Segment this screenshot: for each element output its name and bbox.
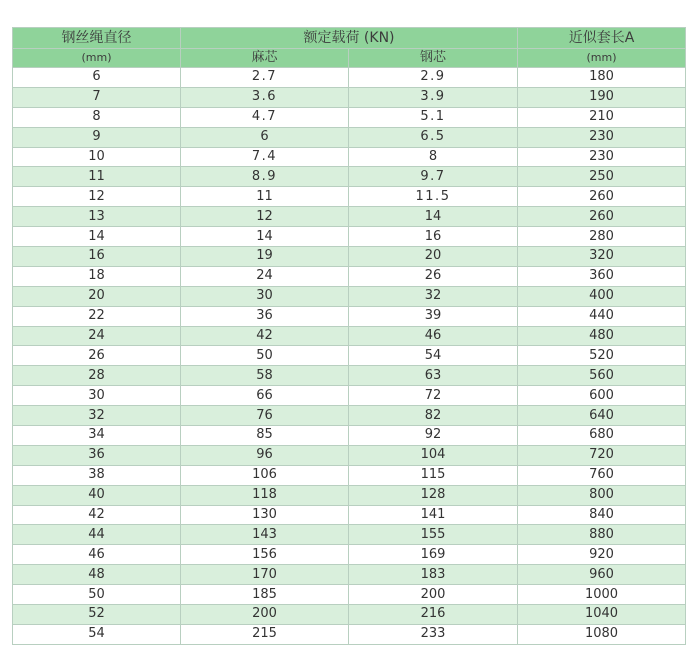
cell-hemp-core-load: 3.6 <box>181 87 349 107</box>
cell-approx-length: 840 <box>518 505 686 525</box>
cell-diameter: 8 <box>13 107 181 127</box>
table-row <box>13 247 686 267</box>
cell-diameter: 34 <box>13 426 181 446</box>
cell-approx-length: 960 <box>518 565 686 585</box>
cell-approx-length: 1040 <box>518 605 686 625</box>
cell-steel-core-load: 14 <box>349 207 518 227</box>
table-row <box>13 127 686 147</box>
cell-diameter: 7 <box>13 87 181 107</box>
cell-hemp-core-load: 50 <box>181 346 349 366</box>
cell-steel-core-load: 216 <box>349 605 518 625</box>
cell-approx-length: 180 <box>518 68 686 88</box>
cell-steel-core-load: 233 <box>349 624 518 644</box>
table-row <box>13 605 686 625</box>
cell-hemp-core-load: 8.9 <box>181 167 349 187</box>
cell-diameter: 30 <box>13 386 181 406</box>
cell-hemp-core-load: 19 <box>181 247 349 267</box>
cell-diameter: 46 <box>13 545 181 565</box>
cell-hemp-core-load: 58 <box>181 366 349 386</box>
cell-hemp-core-load: 7.4 <box>181 147 349 167</box>
table-row <box>13 426 686 446</box>
cell-approx-length: 560 <box>518 366 686 386</box>
header-length: 近似套长A <box>518 28 686 49</box>
table-row <box>13 266 686 286</box>
table-row <box>13 147 686 167</box>
cell-diameter: 48 <box>13 565 181 585</box>
cell-steel-core-load: 141 <box>349 505 518 525</box>
cell-hemp-core-load: 85 <box>181 426 349 446</box>
table-row <box>13 565 686 585</box>
cell-diameter: 42 <box>13 505 181 525</box>
table-row <box>13 386 686 406</box>
header-diameter: 钢丝绳直径 <box>13 28 181 49</box>
table-row <box>13 545 686 565</box>
cell-approx-length: 800 <box>518 485 686 505</box>
table-row <box>13 306 686 326</box>
table-row <box>13 505 686 525</box>
cell-hemp-core-load: 12 <box>181 207 349 227</box>
table-row <box>13 167 686 187</box>
header-hemp-core: 麻芯 <box>181 49 349 68</box>
cell-approx-length: 480 <box>518 326 686 346</box>
header-rated-load: 额定载荷 (KN) <box>181 28 518 49</box>
cell-steel-core-load: 169 <box>349 545 518 565</box>
cell-diameter: 11 <box>13 167 181 187</box>
table-row <box>13 624 686 644</box>
cell-steel-core-load: 155 <box>349 525 518 545</box>
cell-hemp-core-load: 76 <box>181 406 349 426</box>
cell-diameter: 22 <box>13 306 181 326</box>
cell-diameter: 18 <box>13 266 181 286</box>
cell-hemp-core-load: 4.7 <box>181 107 349 127</box>
cell-approx-length: 260 <box>518 207 686 227</box>
cell-steel-core-load: 6.5 <box>349 127 518 147</box>
cell-approx-length: 280 <box>518 227 686 247</box>
cell-hemp-core-load: 143 <box>181 525 349 545</box>
header-row-top <box>13 28 686 49</box>
cell-approx-length: 230 <box>518 127 686 147</box>
cell-steel-core-load: 3.9 <box>349 87 518 107</box>
cell-approx-length: 260 <box>518 187 686 207</box>
cell-steel-core-load: 46 <box>349 326 518 346</box>
cell-hemp-core-load: 118 <box>181 485 349 505</box>
header-length-unit: (mm) <box>518 49 686 68</box>
cell-diameter: 40 <box>13 485 181 505</box>
cell-diameter: 38 <box>13 465 181 485</box>
cell-steel-core-load: 8 <box>349 147 518 167</box>
cell-hemp-core-load: 170 <box>181 565 349 585</box>
cell-hemp-core-load: 130 <box>181 505 349 525</box>
cell-hemp-core-load: 96 <box>181 445 349 465</box>
cell-approx-length: 920 <box>518 545 686 565</box>
cell-approx-length: 320 <box>518 247 686 267</box>
cell-diameter: 20 <box>13 286 181 306</box>
cell-steel-core-load: 82 <box>349 406 518 426</box>
table-row <box>13 585 686 605</box>
cell-steel-core-load: 2.9 <box>349 68 518 88</box>
cell-hemp-core-load: 11 <box>181 187 349 207</box>
cell-diameter: 36 <box>13 445 181 465</box>
header-row-bottom <box>13 49 686 68</box>
cell-approx-length: 190 <box>518 87 686 107</box>
cell-approx-length: 600 <box>518 386 686 406</box>
cell-steel-core-load: 5.1 <box>349 107 518 127</box>
cell-approx-length: 680 <box>518 426 686 446</box>
cell-approx-length: 1000 <box>518 585 686 605</box>
cell-hemp-core-load: 106 <box>181 465 349 485</box>
cell-approx-length: 880 <box>518 525 686 545</box>
cell-steel-core-load: 32 <box>349 286 518 306</box>
table-row <box>13 227 686 247</box>
cell-diameter: 52 <box>13 605 181 625</box>
cell-steel-core-load: 128 <box>349 485 518 505</box>
cell-steel-core-load: 115 <box>349 465 518 485</box>
cell-diameter: 14 <box>13 227 181 247</box>
cell-approx-length: 440 <box>518 306 686 326</box>
cell-approx-length: 360 <box>518 266 686 286</box>
cell-diameter: 54 <box>13 624 181 644</box>
cell-steel-core-load: 16 <box>349 227 518 247</box>
cell-diameter: 24 <box>13 326 181 346</box>
cell-steel-core-load: 11.5 <box>349 187 518 207</box>
cell-approx-length: 520 <box>518 346 686 366</box>
table-row <box>13 366 686 386</box>
cell-approx-length: 720 <box>518 445 686 465</box>
cell-approx-length: 230 <box>518 147 686 167</box>
cell-approx-length: 640 <box>518 406 686 426</box>
cell-diameter: 50 <box>13 585 181 605</box>
cell-hemp-core-load: 215 <box>181 624 349 644</box>
table-row <box>13 68 686 88</box>
table-row <box>13 445 686 465</box>
cell-approx-length: 210 <box>518 107 686 127</box>
table-row <box>13 525 686 545</box>
cell-steel-core-load: 39 <box>349 306 518 326</box>
cell-steel-core-load: 63 <box>349 366 518 386</box>
table-row <box>13 207 686 227</box>
cell-approx-length: 760 <box>518 465 686 485</box>
cell-diameter: 6 <box>13 68 181 88</box>
table-row <box>13 346 686 366</box>
cell-steel-core-load: 9.7 <box>349 167 518 187</box>
cell-diameter: 9 <box>13 127 181 147</box>
cell-hemp-core-load: 42 <box>181 326 349 346</box>
cell-hemp-core-load: 185 <box>181 585 349 605</box>
table-row <box>13 107 686 127</box>
cell-steel-core-load: 26 <box>349 266 518 286</box>
cell-approx-length: 400 <box>518 286 686 306</box>
cell-hemp-core-load: 14 <box>181 227 349 247</box>
cell-steel-core-load: 200 <box>349 585 518 605</box>
cell-hemp-core-load: 156 <box>181 545 349 565</box>
cell-hemp-core-load: 6 <box>181 127 349 147</box>
cell-steel-core-load: 72 <box>349 386 518 406</box>
cell-hemp-core-load: 24 <box>181 266 349 286</box>
cell-diameter: 28 <box>13 366 181 386</box>
cell-diameter: 10 <box>13 147 181 167</box>
cell-approx-length: 250 <box>518 167 686 187</box>
table-body <box>13 68 686 645</box>
cell-approx-length: 1080 <box>518 624 686 644</box>
table-header <box>13 28 686 68</box>
table-row <box>13 465 686 485</box>
cell-diameter: 12 <box>13 187 181 207</box>
cell-hemp-core-load: 36 <box>181 306 349 326</box>
cell-hemp-core-load: 30 <box>181 286 349 306</box>
header-diameter-unit: (mm) <box>13 49 181 68</box>
cell-diameter: 32 <box>13 406 181 426</box>
cell-hemp-core-load: 2.7 <box>181 68 349 88</box>
cell-steel-core-load: 183 <box>349 565 518 585</box>
cell-diameter: 26 <box>13 346 181 366</box>
table-row <box>13 87 686 107</box>
cell-steel-core-load: 20 <box>349 247 518 267</box>
cell-diameter: 16 <box>13 247 181 267</box>
cell-steel-core-load: 104 <box>349 445 518 465</box>
table-row <box>13 286 686 306</box>
wire-rope-spec-table <box>12 27 686 645</box>
header-steel-core: 钢芯 <box>349 49 518 68</box>
cell-diameter: 13 <box>13 207 181 227</box>
table-row <box>13 406 686 426</box>
cell-hemp-core-load: 200 <box>181 605 349 625</box>
table-row <box>13 326 686 346</box>
table-row <box>13 485 686 505</box>
cell-steel-core-load: 54 <box>349 346 518 366</box>
cell-steel-core-load: 92 <box>349 426 518 446</box>
table-row <box>13 187 686 207</box>
cell-diameter: 44 <box>13 525 181 545</box>
wire-rope-spec-table-wrapper <box>12 27 685 645</box>
cell-hemp-core-load: 66 <box>181 386 349 406</box>
